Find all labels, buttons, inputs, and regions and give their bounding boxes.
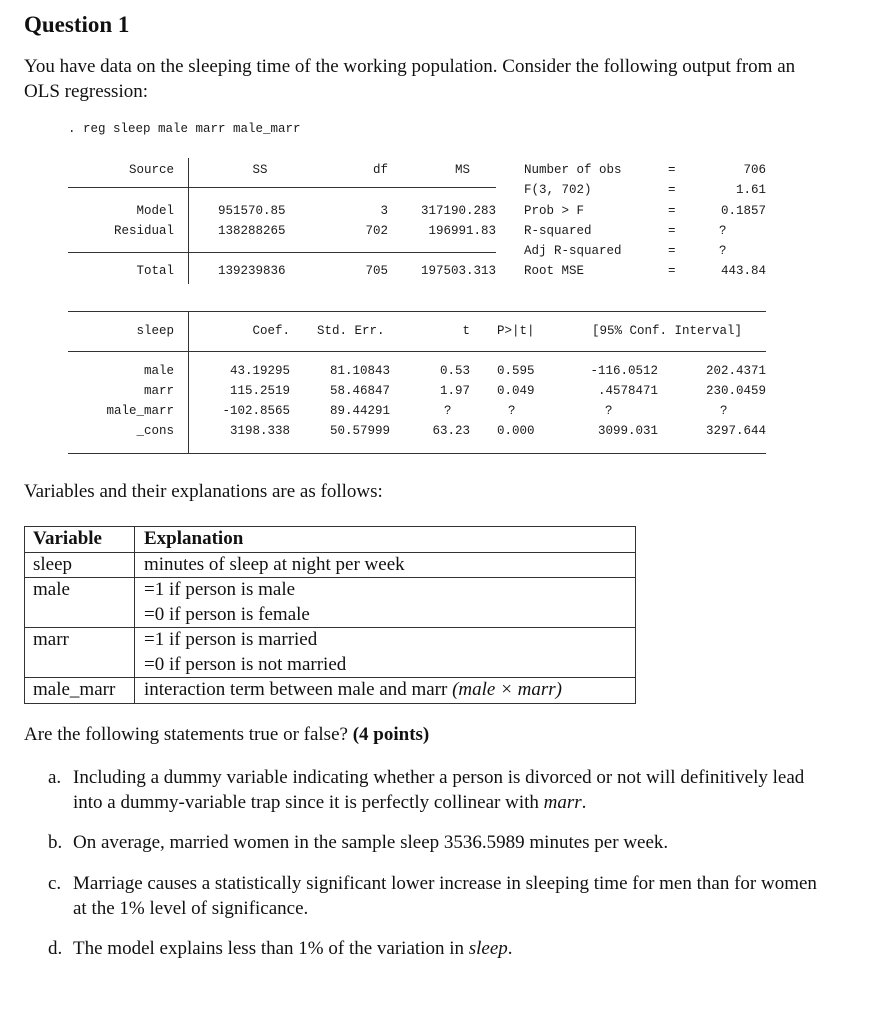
coef-row-var: male <box>143 364 174 378</box>
anova-row-source: Model <box>136 204 174 218</box>
statement-text <box>73 936 818 961</box>
stat-value: 706 <box>743 163 766 177</box>
coef-row-coef: 115.2519 <box>229 384 290 398</box>
coef-row-se: 89.44291 <box>329 404 390 418</box>
variables-header-variable: Variable <box>25 527 135 553</box>
question-title: Question 1 <box>24 12 130 37</box>
anova-row-ms: 196991.83 <box>428 224 496 238</box>
coef-header-ci: [95% Conf. Interval] <box>592 324 743 338</box>
stat-eq: = <box>668 163 676 177</box>
explanation-line: =0 if person is not married <box>144 653 347 675</box>
statement-label: b. <box>48 832 63 853</box>
statement-label: d. <box>48 938 63 959</box>
variable-name: marr <box>25 628 135 678</box>
anova-row-source: Residual <box>113 224 174 238</box>
variable-explanation: minutes of sleep at night per week <box>135 552 636 578</box>
variable-explanation <box>135 628 636 678</box>
explanation-line: =1 if person is married <box>144 629 318 650</box>
coef-row-ci-high: 230.0459 <box>705 384 766 398</box>
coef-separator <box>188 311 189 454</box>
stata-command: . reg sleep male marr male_marr <box>68 122 301 136</box>
variable-row <box>25 628 636 678</box>
coef-row-var: _cons <box>136 424 174 438</box>
stat-value: ? <box>719 244 727 258</box>
anova-row-ms: 197503.313 <box>420 264 496 278</box>
statement-label: a. <box>48 767 62 788</box>
anova-total-rule <box>68 252 496 253</box>
coef-row-p: 0.000 <box>497 424 535 438</box>
anova-row-df: 3 <box>380 204 388 218</box>
intro-paragraph: You have data on the sleeping time of the working population. Consider the following output from an OLS regression: <box>24 56 796 102</box>
stat-label: F(3, 702) <box>524 183 592 197</box>
stat-label: Root MSE <box>524 264 585 278</box>
anova-row-ss: 139239836 <box>218 264 286 278</box>
coef-header-rule <box>68 351 766 352</box>
explanation-line: =1 if person is male <box>144 579 296 600</box>
variables-table <box>24 526 636 704</box>
anova-header-ss: SS <box>252 163 268 177</box>
coef-row-var: male_marr <box>106 404 174 418</box>
anova-header-rule <box>68 187 496 188</box>
explanation-text: interaction term between male and marr <box>144 679 448 700</box>
variable-row <box>25 678 636 704</box>
variable-name: male <box>25 578 135 628</box>
anova-row-ss: 138288265 <box>218 224 286 238</box>
coef-row-var: marr <box>143 384 174 398</box>
variable-name: male_marr <box>25 678 135 704</box>
coef-row-t: 0.53 <box>439 364 470 378</box>
statement-end: . <box>581 792 587 813</box>
coef-row-t: 63.23 <box>432 424 470 438</box>
coef-row-p: 0.595 <box>497 364 535 378</box>
question-points: (4 points) <box>352 724 430 745</box>
coef-row-se: 58.46847 <box>329 384 390 398</box>
anova-header-df: df <box>372 163 388 177</box>
statement-end: . <box>507 938 513 959</box>
statement-d <box>48 936 818 961</box>
anova-row-df: 705 <box>365 264 388 278</box>
variable-name: sleep <box>25 552 135 578</box>
variable-row <box>25 578 636 628</box>
stat-eq: = <box>668 183 676 197</box>
statement-b <box>48 830 818 855</box>
anova-row-source: Total <box>136 264 174 278</box>
anova-header-source: Source <box>128 163 174 177</box>
coef-row-p: 0.049 <box>497 384 535 398</box>
statement-text: Marriage causes a statistically significant lower increase in sleeping time for men than for women at the 1% level of significance. <box>73 873 817 919</box>
statement-italic: sleep <box>468 938 508 959</box>
stat-label: R-squared <box>524 224 592 238</box>
coef-row-se: 81.10843 <box>329 364 390 378</box>
coef-row-ci-high: 202.4371 <box>705 364 766 378</box>
variable-explanation <box>135 578 636 628</box>
statement-a <box>48 765 818 815</box>
question-text: Are the following statements true or false? <box>24 724 348 745</box>
explanation-line: =0 if person is female <box>144 603 310 625</box>
statement-body: Including a dummy variable indicating whether a person is divorced or not will definitively lead into a dummy-variable trap since it is perfectly collinear with <box>73 767 805 813</box>
stat-label: Number of obs <box>524 163 622 177</box>
coef-row-p: ? <box>508 404 516 418</box>
coef-row-ci-low: 3099.031 <box>597 424 658 438</box>
coef-top-rule <box>68 311 766 312</box>
coef-row-se: 50.57999 <box>329 424 390 438</box>
coef-header-t: t <box>462 324 470 338</box>
coef-row-t: ? <box>444 404 452 418</box>
coef-row-coef: 43.19295 <box>229 364 290 378</box>
stat-eq: = <box>668 244 676 258</box>
stat-eq: = <box>668 204 676 218</box>
stat-label: Prob > F <box>524 204 585 218</box>
variables-intro: Variables and their explanations are as follows: <box>24 481 383 502</box>
stat-value: ? <box>719 224 727 238</box>
stat-eq: = <box>668 264 676 278</box>
stat-label: Adj R-squared <box>524 244 622 258</box>
statement-label: c. <box>48 873 62 894</box>
statement-body: The model explains less than 1% of the variation in <box>73 938 469 959</box>
coef-header-p: P>|t| <box>497 324 535 338</box>
anova-header-ms: MS <box>454 163 470 177</box>
statement-italic: marr <box>543 792 582 813</box>
anova-row-df: 702 <box>365 224 388 238</box>
anova-row-ss: 951570.85 <box>218 204 286 218</box>
anova-row-ms: 317190.283 <box>420 204 496 218</box>
stat-value: 443.84 <box>720 264 766 278</box>
stat-value: 1.61 <box>735 183 766 197</box>
variables-header-row <box>25 527 636 553</box>
statement-text: On average, married women in the sample sleep 3536.5989 minutes per week. <box>73 832 669 853</box>
stat-value: 0.1857 <box>720 204 766 218</box>
explanation-formula: (male × marr) <box>452 679 563 700</box>
coef-row-ci-high: 3297.644 <box>705 424 766 438</box>
statement-c <box>48 871 818 921</box>
coef-bottom-rule <box>68 453 766 454</box>
variables-header-explanation: Explanation <box>135 527 636 553</box>
statement-text <box>73 765 818 815</box>
coef-header-coef: Coef. <box>252 324 290 338</box>
question-prompt <box>24 724 429 746</box>
anova-separator <box>188 158 189 284</box>
coef-row-ci-low: .4578471 <box>597 384 658 398</box>
coef-row-coef: -102.8565 <box>222 404 290 418</box>
coef-header-se: Std. Err. <box>317 324 385 338</box>
variable-row <box>25 552 636 578</box>
coef-row-coef: 3198.338 <box>229 424 290 438</box>
coef-row-ci-low: -116.0512 <box>590 364 658 378</box>
coef-row-t: 1.97 <box>439 384 470 398</box>
coef-header-var: sleep <box>136 324 174 338</box>
coef-row-ci-high: ? <box>720 404 728 418</box>
coef-row-ci-low: ? <box>605 404 613 418</box>
variable-explanation <box>135 678 636 704</box>
stat-eq: = <box>668 224 676 238</box>
